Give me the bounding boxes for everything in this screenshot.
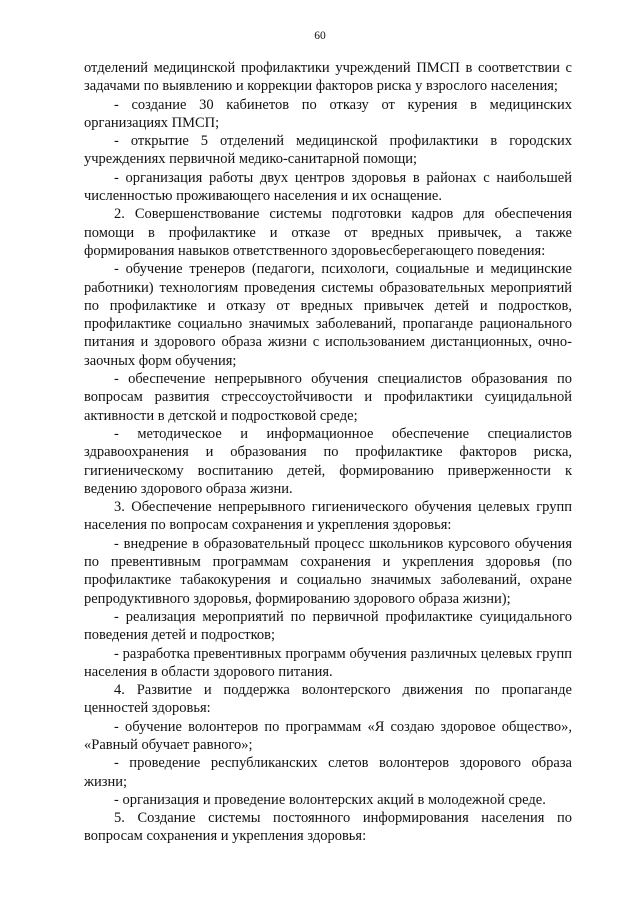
list-item: - создание 30 кабинетов по отказу от курения в медицинских организациях ПМСП; <box>84 96 572 131</box>
list-item: - организация работы двух центров здоровья в районах с наибольшей численностью проживающего населения и их оснащение. <box>84 169 572 205</box>
list-item: - внедрение в образовательный процесс школьников курсового обучения по превентивным программам сохранения и укрепления здоровья (по профилактике табакокурения и социально значимых заболеваний, охране репродуктивного здоровья, формированию здорового образа жизни); <box>84 535 572 607</box>
list-item: - открытие 5 отделений медицинской профилактики в городских учреждениях первичной медико-санитарной помощи; <box>84 133 572 168</box>
list-item: - проведение республиканских слетов волонтеров здорового образа жизни; <box>84 755 572 790</box>
list-item: - реализация мероприятий по первичной профилактике суицидального поведения детей и подростков; <box>84 608 572 644</box>
paragraph: отделений медицинской профилактики учреждений ПМСП в соответствии с задачами по выявлению и коррекции факторов риска у взрослого населения; <box>84 60 572 95</box>
page-number: 60 <box>314 30 326 42</box>
list-item: - организация и проведение волонтерских акций в молодежной среде. <box>114 791 546 808</box>
section-heading-3: 3. Обеспечение непрерывного гигиенического обучения целевых групп населения по вопросам сохранения и укрепления здоровья: <box>84 499 572 534</box>
list-item: - разработка превентивных программ обучения различных целевых групп населения в области здорового питания. <box>84 645 572 680</box>
list-item: - обучение тренеров (педагоги, психологи, социальные и медицинские работники) технологиям проведения системы образовательных мероприятий по профилактике и отказу от вредных привычек детей и подростков, профилактике социально значимых заболеваний, пропаганде рационального питания и здорового образа жизни с использованием дистанционных, очно-заочных форм обучения; <box>84 261 572 369</box>
section-heading-4: 4. Развитие и поддержка волонтерского движения по пропаганде ценностей здоровья: <box>84 682 572 717</box>
list-item: - методическое и информационное обеспечение специалистов здравоохранения и образования по профилактике факторов риска, гигиеническому воспитанию детей, формированию приверженности к ведению здорового образа жизни. <box>84 425 572 497</box>
section-heading-5: 5. Создание системы постоянного информирования населения по вопросам сохранения и укрепления здоровья: <box>84 810 572 845</box>
list-item: - обучение волонтеров по программам «Я создаю здоровое общество», «Равный обучает равного»; <box>84 718 572 753</box>
section-heading-2: 2. Совершенствование системы подготовки кадров для обеспечения помощи в профилактике и отказе от вредных привычек, а также формирования навыков ответственного здоровьесберегающего поведения: <box>84 206 572 259</box>
body-text <box>84 59 572 846</box>
list-item: - обеспечение непрерывного обучения специалистов образования по вопросам развития стрессоустойчивости и профилактики суицидальной активности в детской и подростковой среде; <box>84 371 572 424</box>
